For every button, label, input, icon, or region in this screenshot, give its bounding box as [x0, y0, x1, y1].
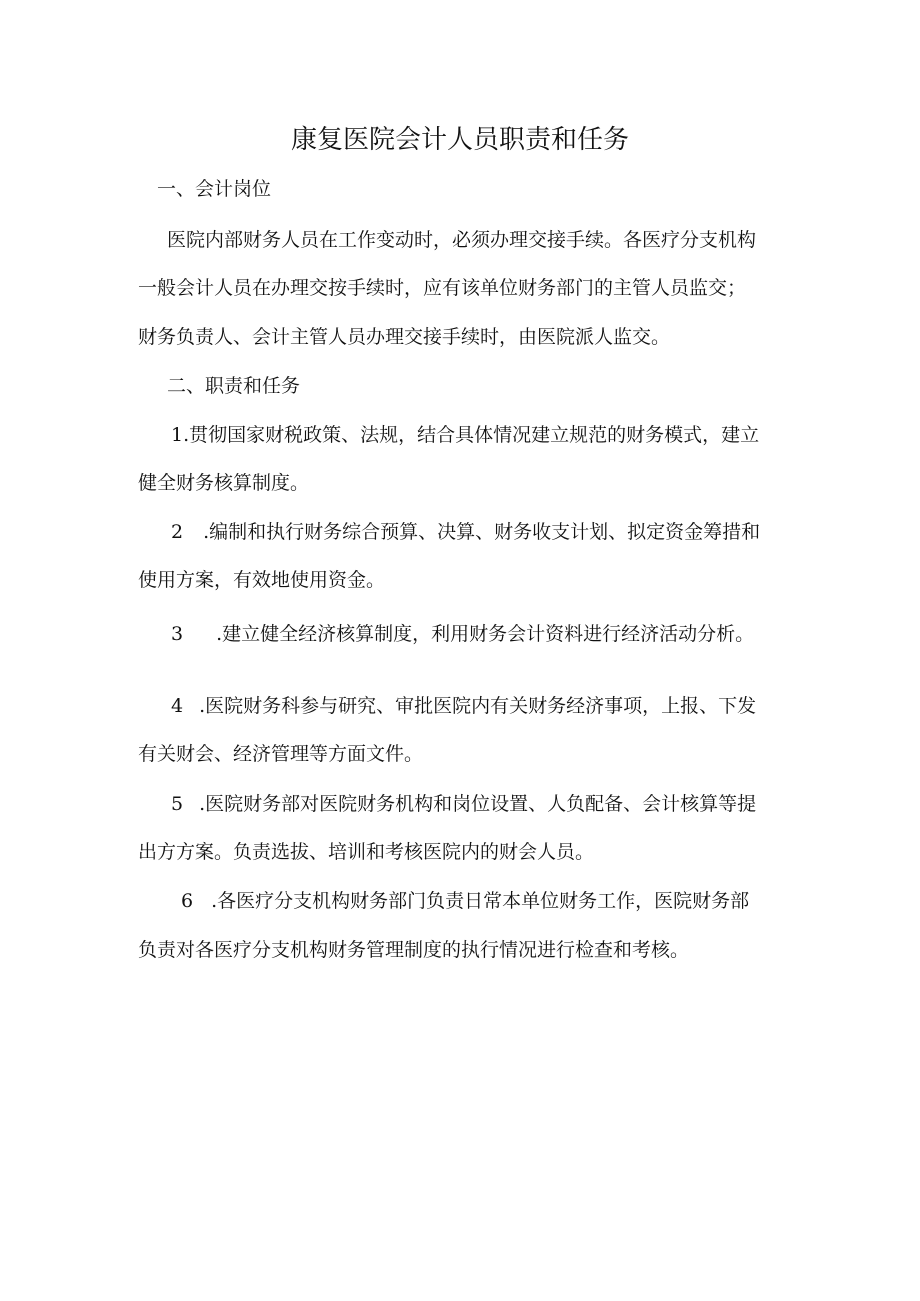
- item5-line-2: 出方方案。负责选拔、培训和考核医院内的财会人员。: [138, 841, 595, 863]
- item3-line-1: [171, 622, 754, 646]
- section1-line-2: 一般会计人员在办理交按手续时，应有该单位财务部门的主管人员监交；: [138, 277, 747, 299]
- item6-number: 6: [181, 890, 194, 912]
- section1-line-1: 医院内部财务人员在工作变动时，必须办理交接手续。各医疗分支机构: [167, 229, 757, 251]
- item4-text: .医院财务科参与研究、审批医院内有关财务经济事项，上报、下发: [199, 695, 757, 717]
- item3-number: 3: [171, 623, 184, 645]
- item2-text: .编制和执行财务综合预算、决算、财务收支计划、拟定资金筹措和: [203, 521, 761, 543]
- section2-heading: 二、职责和任务: [167, 375, 301, 397]
- item6-line-1: [181, 889, 749, 913]
- item5-line-1: [171, 792, 756, 816]
- item5-number: 5: [171, 793, 184, 815]
- item6-line-2: 负责对各医疗分支机构财务管理制度的执行情况进行检查和考核。: [138, 939, 690, 961]
- item4-line-1: [171, 694, 756, 718]
- page-title: 康复医院会计人员职责和任务: [290, 125, 629, 155]
- section1-line-3: 财务负责人、会计主管人员办理交接手续时，由医院派人监交。: [138, 326, 671, 348]
- item2-line-1: [171, 520, 760, 544]
- item4-number: 4: [171, 695, 184, 717]
- item1-line-2: 健全财务核算制度。: [138, 472, 310, 494]
- item2-line-2: 使用方案，有效地使用资金。: [138, 569, 386, 591]
- item3-text: .建立健全经济核算制度，利用财务会计资料进行经济活动分析。: [216, 623, 755, 645]
- item6-text: .各医疗分支机构财务部门负责日常本单位财务工作，医院财务部: [211, 890, 750, 912]
- item1-line-1: 1.贯彻国家财税政策、法规，结合具体情况建立规范的财务模式，建立: [171, 424, 760, 446]
- item2-number: 2: [171, 521, 184, 543]
- item5-text: .医院财务部对医院财务机构和岗位设置、人负配备、会计核算等提: [199, 793, 757, 815]
- item4-line-2: 有关财会、经济管理等方面文件。: [138, 743, 424, 765]
- section1-heading: 一、会计岗位: [157, 178, 272, 200]
